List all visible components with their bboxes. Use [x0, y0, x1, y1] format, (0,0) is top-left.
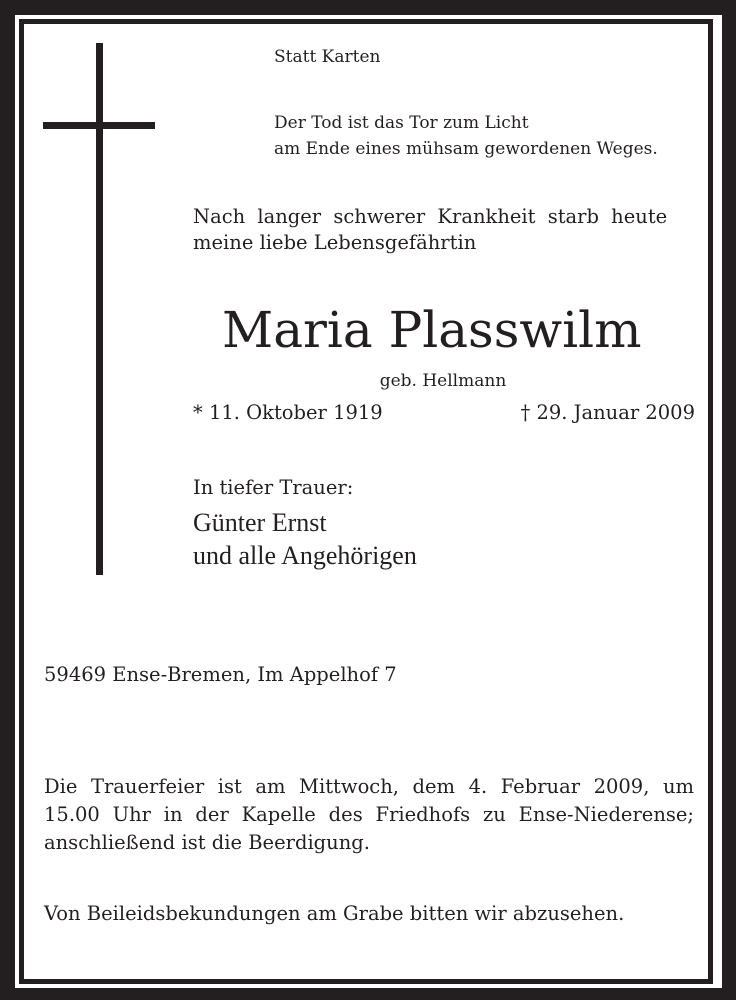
intro-line-2: meine liebe Lebensgefährtin — [193, 231, 477, 254]
deceased-name: Maria Plasswilm — [222, 301, 642, 359]
service-line-1: Die Trauerfeier ist am Mittwoch, dem 4. Februar 2009, um — [44, 775, 694, 798]
mourning-label: In tiefer Trauer: — [193, 476, 354, 499]
intro-line-1-text: Nach langer schwerer Krankheit starb heute — [193, 205, 668, 228]
service-line-2: 15.00 Uhr in der Kapelle des Friedhofs zu Ense-Niederense; — [44, 803, 694, 826]
birth-name: geb. Hellmann — [379, 371, 507, 391]
quote-line-2: am Ende eines mühsam gewordenen Weges. — [274, 139, 658, 159]
death-date: † 29. Januar 2009 — [520, 401, 695, 424]
mourner-2: und alle Angehörigen — [193, 541, 417, 570]
birth-date: * 11. Oktober 1919 — [193, 401, 383, 424]
quote-line-1: Der Tod ist das Tor zum Licht — [274, 113, 529, 133]
address: 59469 Ense-Bremen, Im Appelhof 7 — [44, 663, 397, 686]
mourner-1: Günter Ernst — [193, 508, 327, 537]
intro-line-1 — [193, 203, 695, 231]
cross-icon-horizontal — [43, 122, 155, 129]
closing-text: Von Beileidsbekundungen am Grabe bitten wir abzusehen. — [44, 902, 625, 925]
header-text: Statt Karten — [274, 47, 381, 67]
service-line-3: anschließend ist die Beerdigung. — [44, 831, 370, 854]
